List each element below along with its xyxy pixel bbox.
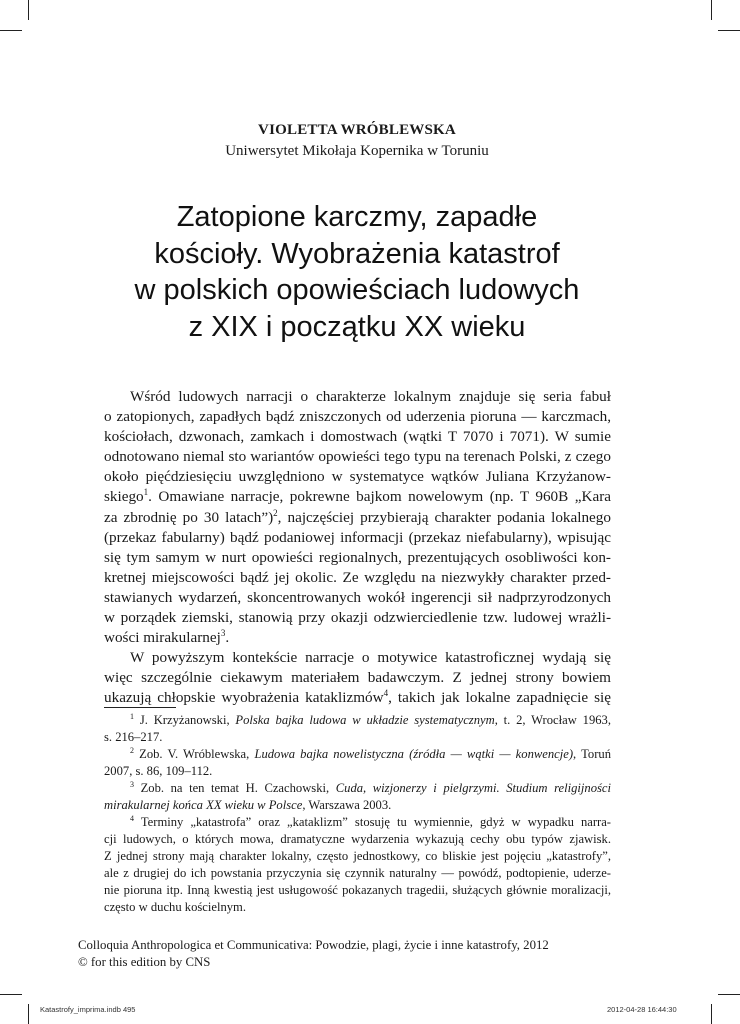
colophon [78, 937, 549, 971]
footnote-ref-3[interactable]: 3 [220, 628, 226, 639]
body-line: za zbrodnię po 30 latach”)$^2$, najczęściej przybierają charakter podania lokalnego [104, 507, 611, 526]
body-line: Wśród ludowych narracji o charakterze lokalnym znajduje się seria fabuł [130, 388, 611, 405]
footnote-line: często w duchu kościelnym. [104, 900, 246, 914]
body-line: ukazują chłopskie wyobrażenia kataklizmów$^4$, takich jak lokalne zapadnięcie się [104, 688, 611, 707]
footnote-line: ale z drugiej do ich powstania przyczynia się czynnik naturalny — powódź, podtopienie, uderze- [104, 866, 611, 880]
footnote-ref-4[interactable]: 4 [383, 688, 389, 699]
crop-mark-top-right-h [718, 30, 740, 31]
footnote-1: $^1$ J. Krzyżanowski, Polska bajka ludowa w układzie systematycznym, t. 2, Wrocław 1963, [130, 711, 611, 727]
footnote-line: Z jednej strony mają charakter lokalny, często jednostkowy, co bliskie jest pojęciu „katastrofy”, [104, 849, 611, 863]
body-line: wości mirakularnej$^3$. [104, 628, 230, 647]
footnote-line: 2007, s. 86, 109–112. [104, 764, 213, 778]
title-line: z XIX i początku XX wieku [188, 310, 526, 343]
author-affiliation: Uniwersytet Mikołaja Kopernika w Toruniu [225, 143, 489, 159]
body-line: odnotowano niemal sto wariantów opowieści tego typu na terenach Polski, z czego [104, 448, 611, 466]
author-name: VIOLETTA WRÓBLEWSKA [258, 122, 456, 138]
crop-mark-top-left [28, 0, 29, 20]
body-line: (przekaz fabularny) bądź podaniowej informacji (przekaz niefabularny), wpisując [104, 528, 611, 546]
body-line: o zatopionych, zapadłych bądź zniszczonych od uderzenia pioruna — karczmach, [104, 408, 611, 426]
footnote-2: $^2$ Zob. V. Wróblewska, Ludowa bajka nowelistyczna (źródła — wątki — konwencje), Toruń [130, 745, 611, 761]
footnote-3: $^3$ Zob. na ten temat H. Czachowski, Cuda, wizjonerzy i pielgrzymi. Studium religijności [130, 779, 611, 795]
footnotes [104, 712, 611, 916]
body-line: kościołach, dzwonach, zamkach i domostwach (wątki T 7070 i 7071). W sumie [104, 428, 611, 446]
journal-citation: Colloquia Anthropologica et Communicativa: Powodzie, plagi, życie i inne katastrofy, 2012 [78, 938, 549, 952]
title-line: w polskich opowieściach ludowych [134, 274, 580, 306]
crop-mark-top-left-h [0, 30, 22, 31]
body-line: kretnej miejscowości bądź jej okolic. Ze względu na niezwykły charakter przed- [104, 568, 611, 586]
print-slug-file: Katastrofy_imprima.indb 495 [40, 1005, 136, 1014]
footnote-line: cji ludowych, o których mowa, dramatyczne wydarzenia wykazują cechy obu typów zjawisk. [104, 832, 611, 846]
title-line: kościoły. Wyobrażenia katastrof [154, 237, 560, 270]
footnote-4: $^4$ Terminy „katastrofa” oraz „kataklizm” stosuję tu wymiennie, gdyż w wypadku narra- [130, 813, 611, 829]
footnote-line: mirakularnej końca XX wieku w Polsce, Warszawa 2003. [104, 798, 392, 812]
body-line: w porządek ziemski, stanowią przy okazji odzwierciedlenie tzw. ludowej wrażli- [104, 609, 611, 627]
body-line: W powyższym kontekście narracje o motywice katastroficznej wydają się [130, 649, 611, 667]
crop-mark-top-right [711, 0, 712, 20]
body-line: więc szczególnie ciekawym materiałem badawczym. Z jednej strony bowiem [104, 669, 611, 687]
crop-mark-bottom-right [711, 1004, 712, 1024]
footnote-line: nie pioruna itp. Inną kwestią jest usługowość pokazanych tragedii, służących głównie moralizacji, [104, 883, 611, 897]
print-slug-timestamp: 2012-04-28 16:44:30 [607, 1005, 677, 1014]
body-text [104, 387, 611, 709]
body-line: się tym samym w nurt opowieści regionalnych, prezentujących osobliwości kon- [104, 548, 611, 566]
crop-mark-bottom-left-h [0, 994, 22, 995]
crop-mark-bottom-left [28, 1004, 29, 1024]
footnote-line: s. 216–217. [104, 730, 163, 744]
body-line: stawianych wydarzeń, skoncentrowanych wokół ingerencji sił nadprzyrodzonych [104, 588, 611, 606]
crop-mark-bottom-right-h [718, 994, 740, 995]
body-line: około pięćdziesięciu uwzględniono w systematyce wątków Juliana Krzyżanow- [104, 468, 611, 486]
footnote-ref-1[interactable]: 1 [143, 487, 149, 498]
article-title [0, 199, 714, 345]
footnote-ref-2[interactable]: 2 [273, 507, 278, 518]
title-line: Zatopione karczmy, zapadłe [176, 201, 538, 233]
copyright-notice: © for this edition by CNS [78, 955, 211, 969]
body-line: skiego$^1$. Omawiane narracje, pokrewne bajkom nowelowym (np. T 960B „Kara [104, 487, 611, 506]
footnote-separator [104, 707, 176, 708]
